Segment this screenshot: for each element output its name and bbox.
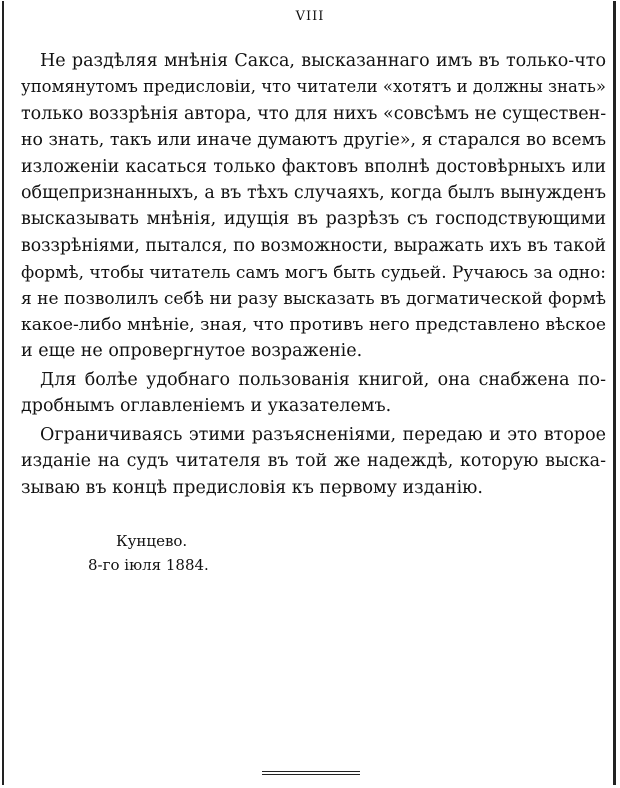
text-line: упомянутомъ предисловіи, что читатели «хотятъ и должны знать» (21, 77, 606, 97)
text-line: Ограничиваясь этими разъясненіями, передаю и это второе (40, 424, 606, 445)
preface-body (21, 48, 607, 501)
text-line: зываю въ концѣ предисловія къ первому изданію. (21, 477, 483, 498)
signature-date: 8-го іюля 1884. (88, 556, 209, 574)
text-line: изложеніи касаться только фактовъ вполнѣ достовѣрныхъ или (21, 156, 606, 177)
text-line: я не позволилъ себѣ ни разу высказать въ догматической формѣ (21, 288, 606, 309)
text-line: формѣ, чтобы читатель самъ могъ быть судьей. Ручаюсь за одно: (21, 262, 606, 283)
text-line: общепризнанныхъ, а въ тѣхъ случаяхъ, когда былъ вынужденъ (21, 183, 606, 204)
page-number: VIII (295, 9, 325, 24)
text-line: только воззрѣнія автора, что для нихъ «совсѣмъ не существен- (21, 103, 607, 124)
text-line: воззрѣніями, пытался, по возможности, выражать ихъ въ такой (21, 235, 606, 256)
end-rule (262, 771, 360, 772)
text-line: изданіе на судъ читателя въ той же надеждѣ, которую выска- (21, 451, 606, 472)
text-line: и еще не опровергнутое возраженіе. (21, 341, 363, 362)
signature-place: Кунцево. (116, 532, 188, 550)
text-line: Для болѣе удобнаго пользованія книгой, она снабжена по- (40, 369, 606, 390)
paragraph-2 (21, 367, 606, 420)
text-line: но знать, такъ или иначе думаютъ другіе», я старался во всемъ (21, 130, 606, 151)
text-line: высказывать мнѣнія, идущія въ разрѣзъ съ господствующими (21, 209, 606, 230)
text-line: какое-либо мнѣніе, зная, что противъ него представлено вѣское (21, 315, 606, 336)
paragraph-3 (21, 422, 606, 501)
paragraph-1 (21, 48, 607, 365)
text-line: дробнымъ оглавленіемъ и указателемъ. (21, 396, 392, 417)
text-line: Не раздѣляя мнѣнія Сакса, высказаннаго имъ въ только-что (40, 51, 606, 71)
